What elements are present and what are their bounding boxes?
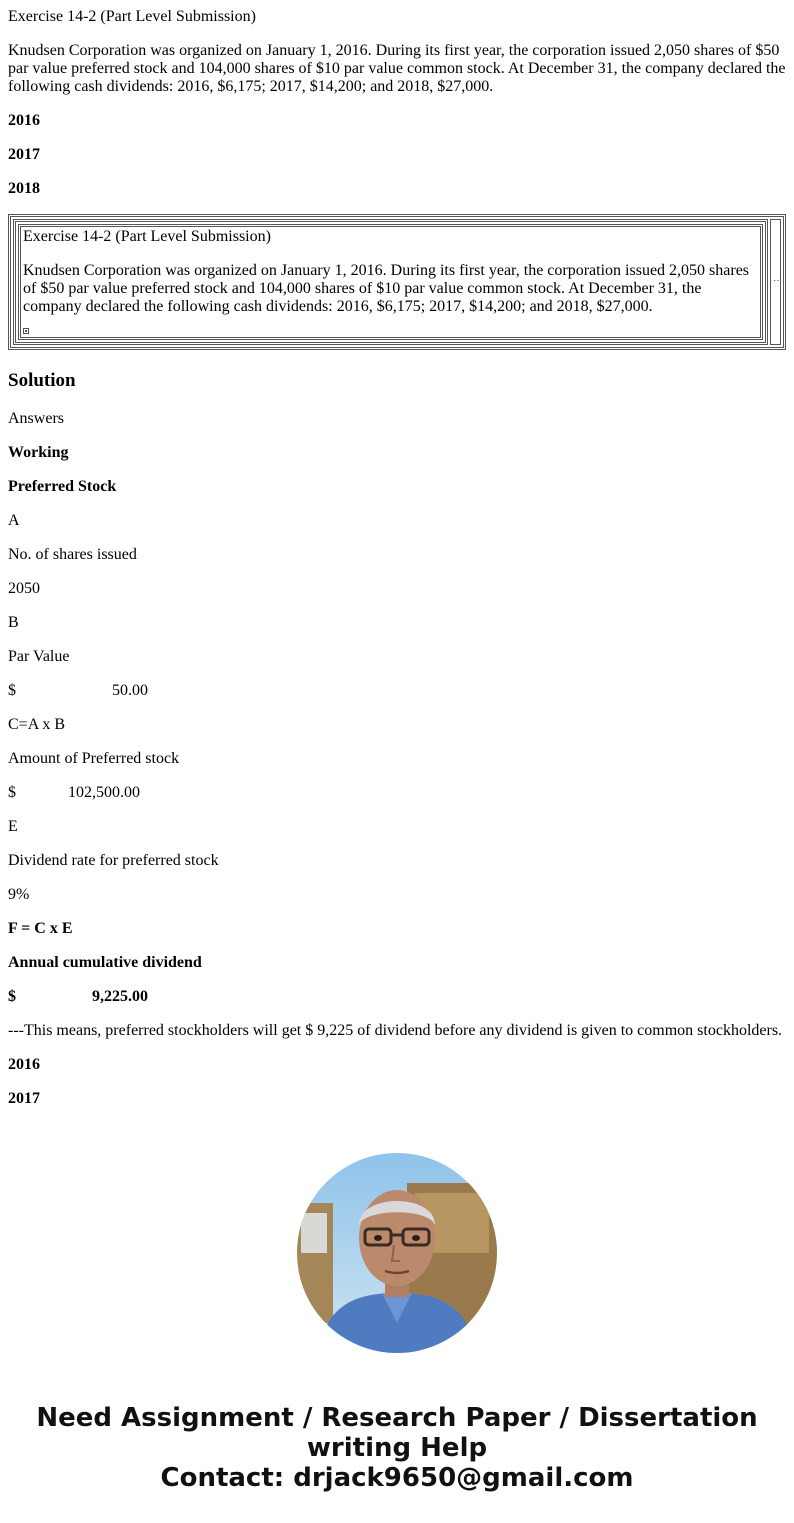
row-e-code: E bbox=[8, 818, 18, 835]
working-label: Working bbox=[8, 444, 69, 461]
row-a-value: 2050 bbox=[8, 580, 40, 597]
scroll-tick-icon: ˙˙ bbox=[773, 279, 780, 290]
row-e-value: 9% bbox=[8, 886, 30, 903]
author-avatar bbox=[297, 1153, 497, 1353]
embedded-question-title: Exercise 14-2 (Part Level Submission) bbox=[23, 228, 271, 245]
promo-banner bbox=[0, 1403, 794, 1493]
promo-line-1: Need Assignment / Research Paper / Dissertation bbox=[36, 1403, 758, 1433]
promo-line-2: writing Help bbox=[306, 1433, 488, 1463]
embedded-frame-content[interactable] bbox=[18, 224, 763, 340]
row-e-label: Dividend rate for preferred stock bbox=[8, 852, 219, 869]
row-b-value: $ 50.00 bbox=[8, 682, 148, 699]
row-c-code: C=A x B bbox=[8, 716, 66, 733]
row-b-code: B bbox=[8, 614, 19, 631]
embedded-question-frame bbox=[8, 214, 786, 350]
promo-contact[interactable]: Contact: drjack9650@gmail.com bbox=[160, 1463, 634, 1493]
author-portrait-icon bbox=[297, 1153, 497, 1353]
question-body: Knudsen Corporation was organized on January 1, 2016. During its first year, the corporation issued 2,050 shares of $50 par value preferred stock and 104,000 shares of $10 par value common stock. At December 31, the company declared the following cash dividends: 2016, $6,175; 2017, $14,200; and 2018, $27,000. bbox=[8, 42, 786, 95]
row-c-label: Amount of Preferred stock bbox=[8, 750, 180, 767]
row-a-label: No. of shares issued bbox=[8, 546, 137, 563]
year-heading-2016: 2016 bbox=[8, 112, 40, 129]
year-heading-2017: 2017 bbox=[8, 146, 40, 163]
row-f-code: F = C x E bbox=[8, 920, 73, 937]
year-heading-2018: 2018 bbox=[8, 180, 40, 197]
embedded-question-body: Knudsen Corporation was organized on January 1, 2016. During its first year, the corporation issued 2,050 shares of $50 par value preferred stock and 104,000 shares of $10 par value common stock. At December 31, the company declared the following cash dividends: 2016, $6,175; 2017, $14,200; and 2018, $27,000. bbox=[23, 262, 750, 315]
solution-heading: Solution bbox=[8, 370, 76, 391]
row-b-label: Par Value bbox=[8, 648, 70, 665]
embedded-frame-border bbox=[13, 219, 768, 345]
dividend-note: ---This means, preferred stockholders will get $ 9,225 of dividend before any dividend is given to common stockholders. bbox=[8, 1022, 783, 1039]
row-f-value: $ 9,225.00 bbox=[8, 988, 148, 1005]
row-a-code: A bbox=[8, 512, 20, 529]
question-title: Exercise 14-2 (Part Level Submission) bbox=[8, 8, 256, 25]
row-f-label: Annual cumulative dividend bbox=[8, 954, 202, 971]
preferred-stock-label: Preferred Stock bbox=[8, 478, 117, 495]
answers-label: Answers bbox=[8, 410, 64, 427]
row-c-value: $ 102,500.00 bbox=[8, 784, 140, 801]
frame-scrollbar[interactable] bbox=[770, 219, 781, 345]
broken-image-icon bbox=[23, 328, 29, 334]
solution-year-2016: 2016 bbox=[8, 1056, 40, 1073]
solution-year-2017: 2017 bbox=[8, 1090, 40, 1107]
